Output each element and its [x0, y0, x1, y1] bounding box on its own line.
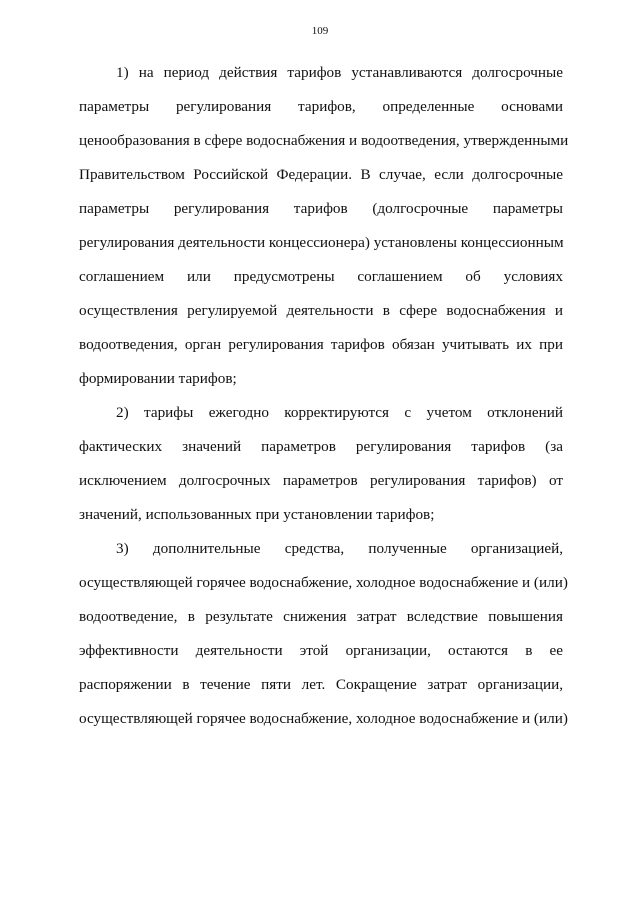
text-line: 3) дополнительные средства, полученные организацией,: [116, 540, 563, 557]
text-line: соглашением или предусмотрены соглашением об условиях: [79, 268, 563, 285]
text-line: параметры регулирования тарифов (долгосрочные параметры: [79, 200, 563, 217]
text-line: исключением долгосрочных параметров регулирования тарифов) от: [79, 472, 563, 489]
text-line: фактических значений параметров регулирования тарифов (за: [79, 438, 563, 455]
text-line: значений, использованных при установлении тарифов;: [79, 506, 435, 523]
text-line: водоотведения, орган регулирования тарифов обязан учитывать их при: [79, 336, 563, 353]
text-line: осуществляющей горячее водоснабжение, холодное водоснабжение и (или): [79, 710, 568, 727]
page-number: 109: [311, 25, 329, 37]
text-line: ценообразования в сфере водоснабжения и водоотведения, утвержденными: [79, 132, 569, 149]
text-line: 2) тарифы ежегодно корректируются с учетом отклонений: [116, 404, 563, 421]
text-line: осуществляющей горячее водоснабжение, холодное водоснабжение и (или): [79, 574, 568, 591]
text-line: водоотведение, в результате снижения затрат вследствие повышения: [79, 608, 563, 625]
text-line: осуществления регулируемой деятельности в сфере водоснабжения и: [79, 302, 563, 319]
text-line: 1) на период действия тарифов устанавливаются долгосрочные: [116, 64, 563, 81]
text-line: регулирования деятельности концессионера) установлены концессионным: [79, 234, 564, 251]
text-line: формировании тарифов;: [79, 370, 237, 387]
text-line: Правительством Российской Федерации. В случае, если долгосрочные: [79, 166, 563, 183]
text-line: параметры регулирования тарифов, определенные основами: [79, 98, 563, 115]
text-line: эффективности деятельности этой организации, остаются в ее: [79, 642, 563, 659]
text-line: распоряжении в течение пяти лет. Сокращение затрат организации,: [79, 676, 563, 693]
